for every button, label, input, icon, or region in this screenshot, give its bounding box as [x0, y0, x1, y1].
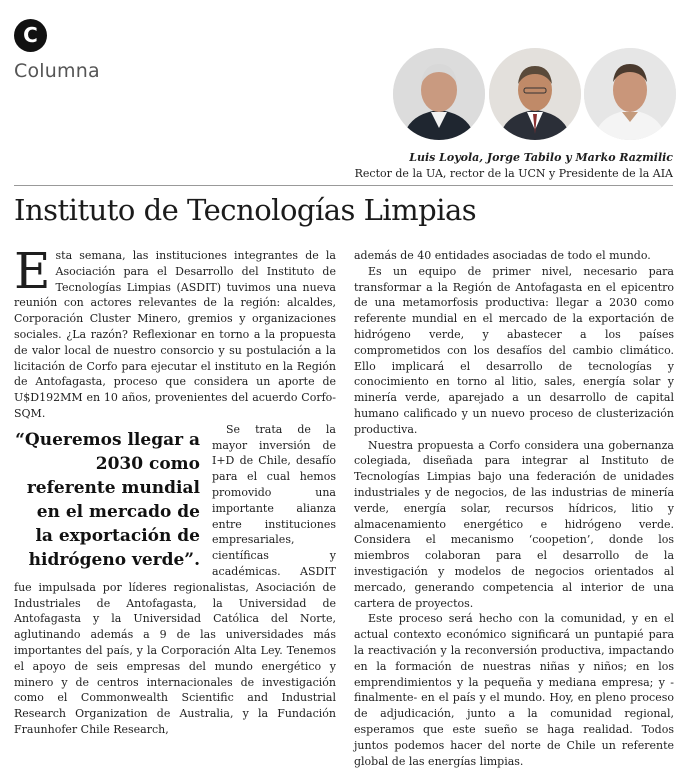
author-names: Luis Loyola, Jorge Tabilo y Marko Razmilic: [409, 151, 673, 164]
pull-quote: “Queremos llegar a 2030 como referente mundial en el mercado de la exportación de hidrógeno verde”.: [15, 429, 200, 570]
paragraph: Este proceso será hecho con la comunidad, y en el actual contexto económico significará un puntapié para la reactivación y la reconversión productiva, impactando en la formación de nuestras niñas y niños; en los emprendimientos y la pequeña y mediana empresa; y -finalmente- en el país y el mundo. Hoy, en pleno proceso de adjudicación, junto a la comunidad regional, esperamos que este sueño se haga realidad. Todos juntos podemos hacer del norte de Chile un referente global de las energías limpias.: [354, 612, 674, 768]
paragraph: Es un equipo de primer nivel, necesario para transformar a la Región de Antofagasta en el epicentro de una metamorfosis productiva: llegar a 2030 como referente mundial en el mercado de la exportación de hidrógeno verde, y abastecer a los países comprometidos con los desafíos del cambio climático. Ello implicará el desarrollo de tecnologías y conocimiento en torno al litio, sales, energía solar y minería verde, aparejado a un desarrollo de capital humano calificado y un nuevo proceso de clusterización productiva.: [354, 264, 674, 436]
portrait-photo-3: [584, 48, 676, 140]
portrait-photo-1: [393, 48, 485, 140]
drop-cap: E: [14, 242, 51, 300]
article-column-2: [354, 248, 674, 769]
paragraph: además de 40 entidades asociadas de todo el mundo.: [354, 249, 651, 262]
logo-letter: C: [23, 23, 38, 47]
section-label: Columna: [14, 60, 100, 82]
article-title: Instituto de Tecnologías Limpias: [14, 193, 477, 227]
newspaper-logo: [14, 19, 47, 52]
portrait-photo-2: [489, 48, 581, 140]
paragraph: Se trata de la mayor inversión de I+D de Chile, desafío para el cual hemos promovido una importante alianza entre instituciones empresariales, científicas y académicas. ASDIT fue impulsada por líderes regionalistas, Asociación de Industriales de Antofagasta, la Universidad de Antofagasta y la Universidad Católica del Norte, aglutinando además a 9 de las universidades más importantes del país, y la Corporación Alta Ley. Tenemos el apoyo de seis empresas del mundo energético y minero y de centros internacionales de investigación como el Commonwealth Scientific and Industrial Research Organization de Australia, y la Fundación Fraunhofer Chile Research,: [14, 422, 336, 736]
paragraph: [14, 242, 336, 422]
article-column-1: [14, 242, 336, 738]
author-roles: Rector de la UA, rector de la UCN y Presidente de la AIA: [354, 167, 673, 180]
paragraph: Nuestra propuesta a Corfo considera una gobernanza colegiada, diseñada para integrar al Instituto de Tecnologías Limpias bajo una federación de unidades industriales y de negocios, de las industrias de minería verde, energía solar, recursos hídricos, litio y almacenamiento energético e hidrógeno verde. Considera el mecanismo ‘coopetion’, donde los miembros colaboran para el desarrollo de la investigación y modelos de negocios orientados al mercado, generando competencia al interior de una cartera de proyectos.: [354, 438, 674, 610]
author-byline: [355, 150, 673, 182]
header-divider: [14, 185, 673, 186]
paragraph-text: sta semana, las instituciones integrantes de la Asociación para el Desarrollo del Instituto de Tecnologías Limpias (ASDIT) tuvimos una nueva reunión con actores relevantes de la región: alcaldes, Corporación Cluster Minero, gremios y organizaciones sociales. ¿La razón? Reflexionar en torno a la propuesta de valor local de nuestro consorcio y su postulación a la licitación de Corfo para ejecutar el instituto en la Región de Antofagasta, proceso que considera un aporte de U$D192MM en 10 años, provenientes del acuerdo Corfo-SQM.: [14, 249, 336, 420]
